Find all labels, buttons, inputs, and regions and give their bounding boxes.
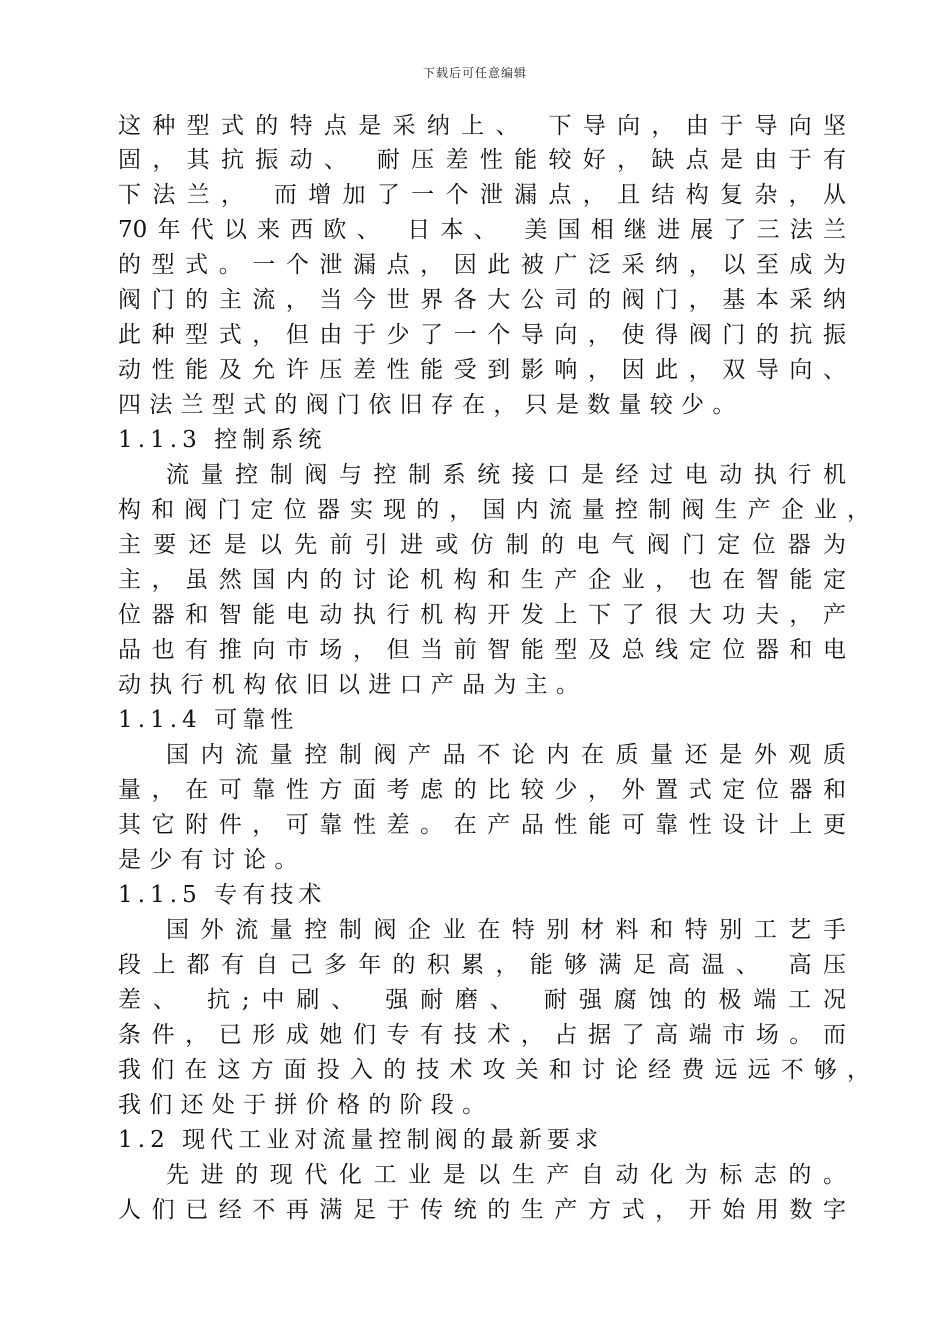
- text-line: 先进的现代化工业是以生产自动化为标志的。: [166, 1162, 846, 1188]
- text-line: 主，虽然国内的讨论机构和生产企业，也在智能定: [118, 567, 846, 593]
- text-line: 品也有推向市场，但当前智能型及总线定位器和电: [118, 637, 846, 663]
- text-line: 主要还是以先前引进或仿制的电气阀门定位器为: [118, 532, 846, 558]
- text-line: 四法兰型式的阀门依旧存在，只是数量较少。: [118, 392, 744, 418]
- text-line: 动性能及允许压差性能受到影响，因此，双导向、: [118, 357, 846, 383]
- text-line: 是少有讨论。: [118, 847, 306, 873]
- text-line: 其它附件，可靠性差。在产品性能可靠性设计上更: [118, 812, 846, 838]
- text-line: 差、 抗;中刷、 强耐磨、 耐强腐蚀的极端工况: [118, 987, 846, 1013]
- page-header: 下载后可任意编辑: [422, 66, 527, 80]
- text-line: 此种型式，但由于少了一个导向，使得阀门的抗振: [118, 322, 846, 348]
- text-line: 阀门的主流，当今世界各大公司的阀门，基本采纳: [118, 287, 846, 313]
- text-line: 这种型式的特点是采纳上、 下导向，由于导向坚: [118, 113, 846, 139]
- text-line: 下法兰， 而增加了一个泄漏点，且结构复杂，从: [118, 182, 846, 208]
- text-line: 量，在可靠性方面考虑的比较少，外置式定位器和: [118, 777, 846, 803]
- text-line: 构和阀门定位器实现的，国内流量控制阀生产企业，: [118, 497, 870, 523]
- section-heading: 1.1.3 控制系统: [118, 427, 327, 453]
- section-heading: 1.2 现代工业对流量控制阀的最新要求: [118, 1127, 604, 1153]
- text-line: 段上都有自己多年的积累，能够满足高温、 高压: [118, 952, 846, 978]
- text-line: 固，其抗振动、 耐压差性能较好，缺点是由于有: [118, 147, 846, 173]
- text-line: 条件，已形成她们专有技术，占据了高端市场。而: [118, 1022, 846, 1048]
- text-line: 位器和智能电动执行机构开发上下了很大功夫，产: [118, 602, 846, 628]
- text-line: 我们还处于拼价格的阶段。: [118, 1092, 494, 1118]
- text-line: 国内流量控制阀产品不论内在质量还是外观质: [166, 742, 846, 768]
- text-line: 70年代以来西欧、 日本、 美国相继进展了三法兰: [118, 217, 846, 243]
- text-line: 人们已经不再满足于传统的生产方式，开始用数字: [118, 1197, 846, 1223]
- text-line: 的型式。一个泄漏点，因此被广泛采纳，以至成为: [118, 252, 846, 278]
- text-line: 我们在这方面投入的技术攻关和讨论经费远远不够，: [118, 1057, 870, 1083]
- text-line: 动执行机构依旧以进口产品为主。: [118, 672, 588, 698]
- text-line: 国外流量控制阀企业在特别材料和特别工艺手: [166, 917, 846, 943]
- section-heading: 1.1.5 专有技术: [118, 882, 327, 908]
- text-line: 流量控制阀与控制系统接口是经过电动执行机: [166, 462, 846, 488]
- section-heading: 1.1.4 可靠性: [118, 707, 299, 733]
